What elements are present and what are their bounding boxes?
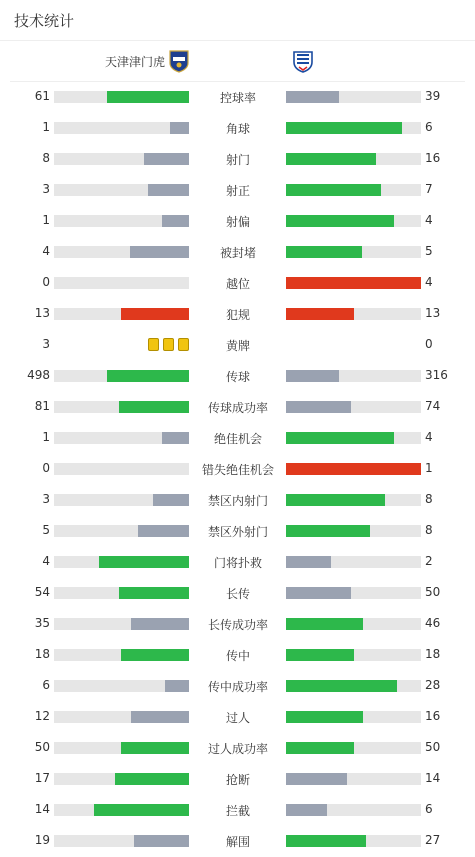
stat-row xyxy=(0,174,475,205)
home-bar-fill xyxy=(131,618,189,630)
away-value: 8 xyxy=(425,492,433,506)
stat-label: 传球 xyxy=(225,370,250,384)
home-bar-track xyxy=(54,432,189,444)
away-bar-fill xyxy=(286,494,385,506)
away-value: 16 xyxy=(425,709,441,723)
away-bar-track xyxy=(286,122,421,134)
away-bar-track xyxy=(286,432,421,444)
home-bar-track xyxy=(54,556,189,568)
home-bar-track xyxy=(54,308,189,320)
away-value: 4 xyxy=(425,213,433,227)
away-bar-track xyxy=(286,618,421,630)
stat-row xyxy=(0,329,475,360)
home-value: 14 xyxy=(34,802,50,816)
away-value: 1 xyxy=(425,461,433,475)
home-bar-fill xyxy=(134,835,189,847)
home-bar-fill xyxy=(107,370,189,382)
stat-label: 传球成功率 xyxy=(207,401,268,415)
home-value: 1 xyxy=(42,213,50,227)
home-bar-track xyxy=(54,246,189,258)
away-bar-track xyxy=(286,494,421,506)
away-bar-track xyxy=(286,525,421,537)
home-bar-fill xyxy=(99,556,189,568)
stat-label: 长传 xyxy=(225,587,250,601)
home-bar-fill xyxy=(148,184,189,196)
away-value: 2 xyxy=(425,554,433,568)
home-value: 4 xyxy=(42,554,50,568)
away-bar-fill xyxy=(286,463,421,475)
home-bar-fill xyxy=(144,153,189,165)
away-bar-track xyxy=(286,463,421,475)
yellow-card-icon xyxy=(163,338,174,351)
stat-label: 绝佳机会 xyxy=(213,432,262,446)
home-team-logo-icon[interactable] xyxy=(168,49,190,73)
teams-header xyxy=(10,41,465,82)
home-bar-track xyxy=(54,401,189,413)
away-value: 5 xyxy=(425,244,433,258)
home-value: 54 xyxy=(34,585,50,599)
home-value: 12 xyxy=(34,709,50,723)
away-bar-track xyxy=(286,215,421,227)
away-value: 4 xyxy=(425,430,433,444)
home-bar-fill xyxy=(94,804,189,816)
away-value: 18 xyxy=(425,647,441,661)
away-bar-fill xyxy=(286,711,363,723)
away-value: 16 xyxy=(425,151,441,165)
stat-label: 门将扑救 xyxy=(213,556,262,570)
home-value: 19 xyxy=(34,833,50,847)
home-value: 1 xyxy=(42,430,50,444)
away-value: 14 xyxy=(425,771,441,785)
stat-row xyxy=(0,112,475,143)
away-bar-fill xyxy=(286,525,370,537)
home-value: 1 xyxy=(42,120,50,134)
away-value: 28 xyxy=(425,678,441,692)
home-value: 6 xyxy=(42,678,50,692)
away-bar-track xyxy=(286,308,421,320)
away-bar-track xyxy=(286,556,421,568)
home-bar-fill xyxy=(138,525,189,537)
home-team-name[interactable]: 天津津门虎 xyxy=(104,55,165,69)
home-bar-track xyxy=(54,153,189,165)
away-bar-track xyxy=(286,742,421,754)
home-bar-fill xyxy=(119,401,189,413)
away-bar-fill xyxy=(286,649,354,661)
away-bar-track xyxy=(286,804,421,816)
away-bar-track xyxy=(286,277,421,289)
away-value: 6 xyxy=(425,120,433,134)
stat-label: 解围 xyxy=(225,835,250,849)
away-bar-track xyxy=(286,91,421,103)
home-bar-track xyxy=(54,184,189,196)
stat-row xyxy=(0,546,475,577)
home-value: 35 xyxy=(34,616,50,630)
stat-row xyxy=(0,453,475,484)
home-value: 4 xyxy=(42,244,50,258)
home-value: 13 xyxy=(34,306,50,320)
stat-label: 射偏 xyxy=(225,215,250,229)
away-bar-fill xyxy=(286,246,362,258)
home-value: 81 xyxy=(34,399,50,413)
away-value: 0 xyxy=(425,337,433,351)
stat-label: 抢断 xyxy=(225,773,250,787)
stat-label: 犯规 xyxy=(225,308,250,322)
away-bar-fill xyxy=(286,835,366,847)
stat-row xyxy=(0,732,475,763)
home-value: 3 xyxy=(42,182,50,196)
home-bar-track xyxy=(54,618,189,630)
stat-label: 长传成功率 xyxy=(207,618,268,632)
away-bar-fill xyxy=(286,773,347,785)
away-bar-fill xyxy=(286,308,354,320)
home-bar-fill xyxy=(153,494,189,506)
stat-label: 传中成功率 xyxy=(207,680,268,694)
away-bar-fill xyxy=(286,401,351,413)
stat-label: 射门 xyxy=(225,153,250,167)
away-bar-fill xyxy=(286,370,339,382)
away-bar-fill xyxy=(286,804,327,816)
home-bar-fill xyxy=(165,680,189,692)
stat-label: 角球 xyxy=(225,122,250,136)
home-bar-fill xyxy=(107,91,189,103)
away-bar-fill xyxy=(286,184,381,196)
away-bar-fill xyxy=(286,587,351,599)
home-bar-fill xyxy=(170,122,189,134)
away-value: 46 xyxy=(425,616,441,630)
stat-row xyxy=(0,81,475,112)
away-bar-fill xyxy=(286,556,331,568)
home-bar-fill xyxy=(121,308,189,320)
stat-row xyxy=(0,794,475,825)
section-title: 技术统计 xyxy=(14,12,75,30)
section-header xyxy=(0,0,475,41)
away-bar-fill xyxy=(286,277,421,289)
home-bar-track xyxy=(54,773,189,785)
home-bar-track xyxy=(54,91,189,103)
stat-row xyxy=(0,825,475,856)
home-bar-fill xyxy=(115,773,189,785)
home-bar-fill xyxy=(162,215,189,227)
away-value: 39 xyxy=(425,89,441,103)
home-bar-track xyxy=(54,835,189,847)
stat-label: 黄牌 xyxy=(225,339,250,353)
stat-label: 传中 xyxy=(225,649,250,663)
home-value: 61 xyxy=(34,89,50,103)
home-value: 498 xyxy=(27,368,50,382)
away-value: 27 xyxy=(425,833,441,847)
home-bar-track xyxy=(54,463,189,475)
away-bar-fill xyxy=(286,618,363,630)
stat-label: 过人成功率 xyxy=(207,742,268,756)
away-bar-track xyxy=(286,370,421,382)
home-bar-fill xyxy=(121,649,189,661)
away-value: 13 xyxy=(425,306,441,320)
stat-row xyxy=(0,391,475,422)
stat-row xyxy=(0,298,475,329)
home-value: 0 xyxy=(42,275,50,289)
home-bar-track xyxy=(54,122,189,134)
away-bar-fill xyxy=(286,680,397,692)
stat-row xyxy=(0,143,475,174)
away-bar-track xyxy=(286,680,421,692)
stat-row xyxy=(0,763,475,794)
stat-label: 越位 xyxy=(225,277,250,291)
stat-row xyxy=(0,577,475,608)
stat-row xyxy=(0,639,475,670)
home-bar-track xyxy=(54,215,189,227)
home-value: 17 xyxy=(34,771,50,785)
home-bar-track xyxy=(54,370,189,382)
away-bar-track xyxy=(286,587,421,599)
home-bar-track xyxy=(54,711,189,723)
home-yellow-cards xyxy=(148,338,189,351)
away-bar-track xyxy=(286,649,421,661)
away-value: 74 xyxy=(425,399,441,413)
away-value: 316 xyxy=(425,368,448,382)
away-value: 50 xyxy=(425,740,441,754)
away-bar-track xyxy=(286,153,421,165)
stat-row xyxy=(0,267,475,298)
away-bar-track xyxy=(286,711,421,723)
home-bar-fill xyxy=(131,711,189,723)
stat-row xyxy=(0,515,475,546)
stat-label: 控球率 xyxy=(219,91,256,105)
home-bar-track xyxy=(54,804,189,816)
home-bar-track xyxy=(54,277,189,289)
away-bar-track xyxy=(286,773,421,785)
stat-label: 射正 xyxy=(225,184,250,198)
home-value: 50 xyxy=(34,740,50,754)
home-value: 5 xyxy=(42,523,50,537)
stat-row xyxy=(0,236,475,267)
home-bar-track xyxy=(54,587,189,599)
home-bar-fill xyxy=(121,742,189,754)
home-bar-fill xyxy=(162,432,189,444)
away-bar-track xyxy=(286,401,421,413)
stat-row xyxy=(0,608,475,639)
yellow-card-icon xyxy=(148,338,159,351)
home-bar-track xyxy=(54,525,189,537)
away-bar-fill xyxy=(286,153,376,165)
away-value: 8 xyxy=(425,523,433,537)
home-bar-track xyxy=(54,494,189,506)
home-value: 0 xyxy=(42,461,50,475)
away-value: 6 xyxy=(425,802,433,816)
home-bar-track xyxy=(54,742,189,754)
away-bar-track xyxy=(286,246,421,258)
yellow-card-icon xyxy=(178,338,189,351)
home-bar-track xyxy=(54,680,189,692)
stat-row xyxy=(0,484,475,515)
stat-label: 错失绝佳机会 xyxy=(201,463,274,477)
away-bar-track xyxy=(286,835,421,847)
stat-label: 禁区外射门 xyxy=(207,525,268,539)
stat-row xyxy=(0,422,475,453)
away-bar-fill xyxy=(286,432,394,444)
home-value: 3 xyxy=(42,337,50,351)
home-value: 3 xyxy=(42,492,50,506)
away-value: 50 xyxy=(425,585,441,599)
home-value: 18 xyxy=(34,647,50,661)
stat-label: 被封堵 xyxy=(219,246,256,260)
away-bar-track xyxy=(286,184,421,196)
stat-label: 拦截 xyxy=(225,804,250,818)
home-bar-fill xyxy=(130,246,189,258)
stat-row xyxy=(0,670,475,701)
away-value: 4 xyxy=(425,275,433,289)
away-bar-fill xyxy=(286,122,402,134)
away-bar-fill xyxy=(286,91,339,103)
stat-row xyxy=(0,701,475,732)
away-bar-fill xyxy=(286,742,354,754)
home-value: 8 xyxy=(42,151,50,165)
stat-row xyxy=(0,360,475,391)
home-bar-track xyxy=(54,649,189,661)
away-bar-fill xyxy=(286,215,394,227)
away-value: 7 xyxy=(425,182,433,196)
stat-label: 禁区内射门 xyxy=(207,494,268,508)
stat-label: 过人 xyxy=(225,711,250,725)
home-bar-fill xyxy=(119,587,189,599)
away-team-logo-icon[interactable] xyxy=(292,49,314,73)
stat-row xyxy=(0,205,475,236)
